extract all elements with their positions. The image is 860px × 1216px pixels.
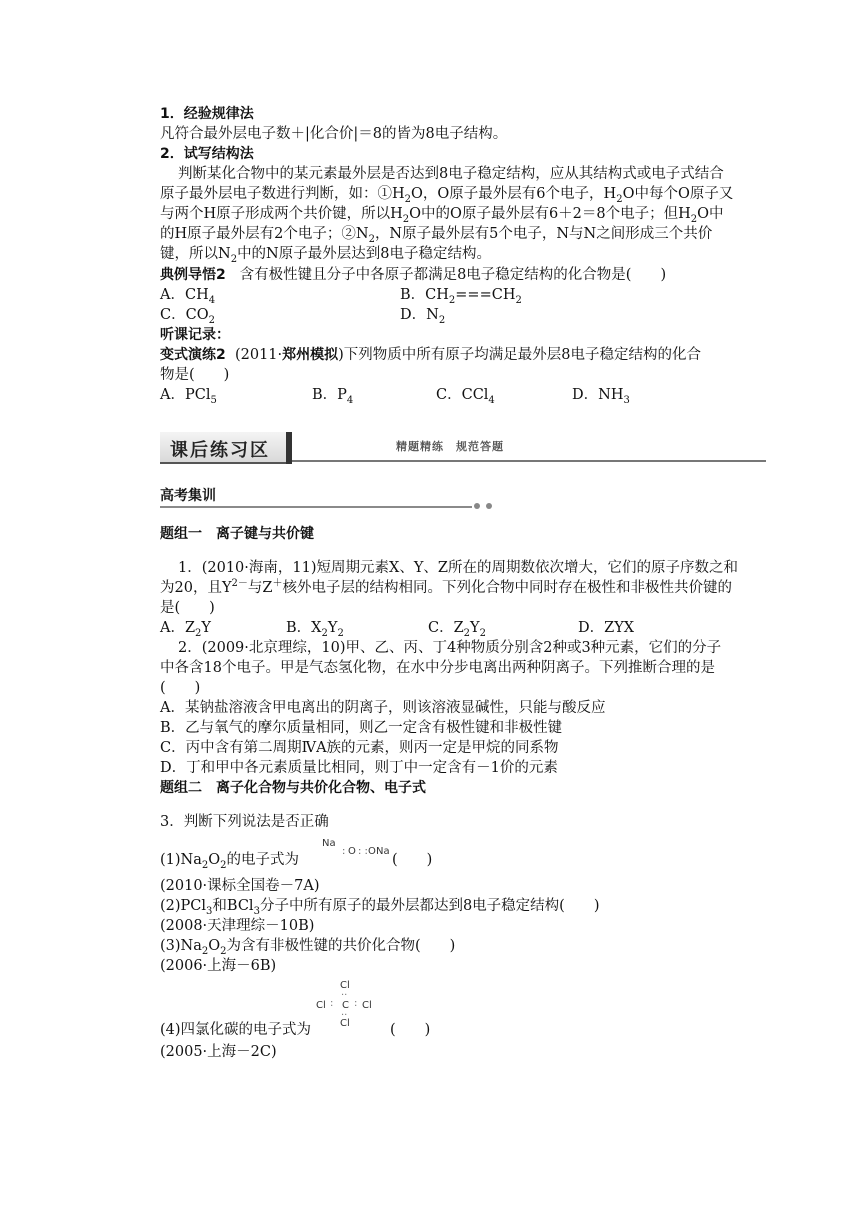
variant-2-question: 变式演练2 (2011·郑州模拟)下列物质中所有原子均满足最外层8电子稳定结构的化合 xyxy=(160,347,702,363)
q2-option-a: A．某钠盐溶液含甲电离出的阴离子，则该溶液显碱性，只能与酸反应 xyxy=(160,700,606,716)
heading-empirical-rule: 1．经验规律法 xyxy=(160,106,254,122)
variant-2-question-cont: 物是( ) xyxy=(160,367,230,383)
option-c: C．$CO_2$ xyxy=(160,307,215,326)
paragraph-structure-2: 原子最外层电子数进行判断，如：$①H_2O$，O原子最外层有6个电子，$H_2O$中每个O原子又 xyxy=(160,186,734,205)
dot-icon xyxy=(474,503,480,509)
statement-3: $(3)Na_2O_2$为含有非极性键的共价化合物( ) xyxy=(160,938,456,957)
dot-icon xyxy=(486,503,492,509)
source-1: (2010·课标全国卷－7A) xyxy=(160,878,320,894)
q1-option-b: B．$X_2Y_2$ xyxy=(286,620,344,639)
variant-option-c: C．CCl$_4$ xyxy=(436,387,495,406)
q1-option-a: A．$Z_2Y$ xyxy=(160,620,211,639)
option-d: D．$N_2$ xyxy=(400,307,446,326)
gaokao-rule xyxy=(160,506,472,508)
question-2-line-2: 中各含18个电子。甲是气态氢化物，在水中分步电离出两种阴离子。下列推断合理的是 xyxy=(160,660,715,676)
na-symbol: Na xyxy=(376,846,390,857)
paragraph-structure-3: 与两个H原子形成两个共价键，所以$H_2O$中的O原子最外层有6＋2＝8个电子；但$H_2O$中 xyxy=(160,206,724,225)
group-2-title: 题组二 离子化合物与共价化合物、电子式 xyxy=(160,780,426,796)
variant-option-d: D．$NH_3$ xyxy=(572,387,630,406)
cl-symbol: Cl xyxy=(316,1000,326,1011)
q1-option-c: C．$Z_2Y_2$ xyxy=(428,620,486,639)
option-b: B．$CH_2===CH_2$ xyxy=(400,287,522,306)
banner-underline xyxy=(292,460,766,462)
question-3-prompt: 3．判断下列说法是否正确 xyxy=(160,814,329,830)
paragraph-structure-1: 判断某化合物中的某元素最外层是否达到8电子稳定结构，应从其结构式或电子式结合 xyxy=(178,166,724,182)
section-banner xyxy=(160,432,766,462)
class-notes-label: 听课记录： xyxy=(160,327,230,343)
q2-option-c: C．丙中含有第二周期ⅣA族的元素，则丙一定是甲烷的同系物 xyxy=(160,740,559,756)
statement-1: $(1)Na_2O_2$的电子式为 xyxy=(160,852,300,871)
cl-symbol: Cl xyxy=(340,1018,350,1029)
cl-symbol: Cl xyxy=(362,1000,372,1011)
variant-option-b: B．$P_4$ xyxy=(312,387,354,406)
source-2: (2008·天津理综－10B) xyxy=(160,918,315,934)
q2-option-b: B．乙与氧气的摩尔质量相同，则乙一定含有极性键和非极性键 xyxy=(160,720,563,736)
banner-title: 课后练习区 xyxy=(170,440,270,461)
paragraph-structure-4: 的H原子最外层有2个电子；$②N_2$，N原子最外层有5个电子，N与N之间形成三个共价 xyxy=(160,226,713,245)
o-symbol: O xyxy=(368,846,376,857)
question-2-line-3: ( ) xyxy=(160,680,201,696)
o-symbol: O xyxy=(348,846,356,857)
heading-structure-method: 2．试写结构法 xyxy=(160,146,254,162)
banner-subtitle: 精题精练 规范答题 xyxy=(396,440,504,453)
gaokao-title: 高考集训 xyxy=(160,488,216,504)
na-symbol: Na xyxy=(322,838,336,849)
banner-tag xyxy=(160,432,286,464)
statement-4: (4)四氯化碳的电子式为 xyxy=(160,1022,312,1038)
source-4: (2005·上海－2C) xyxy=(160,1044,277,1060)
question-1-line-1: 1．(2010·海南，11)短周期元素X、Y、Z所在的周期数依次增大，它们的原子序数之和 xyxy=(178,560,738,576)
c-symbol: C xyxy=(342,1000,349,1011)
statement-2: (2)PCl$_3$和BCl$_3$分子中所有原子的最外层都达到8电子稳定结构( ) xyxy=(160,898,600,917)
option-a: A．$CH_4$ xyxy=(160,287,216,306)
gaokao-header xyxy=(160,485,495,511)
group-1-title: 题组一 离子键与共价键 xyxy=(160,526,314,542)
ccl4-electron-formula: Cl ·· Cl : C : Cl ·· Cl xyxy=(316,980,372,1029)
statement-1-answer-blank[interactable]: ( ) xyxy=(392,852,433,868)
na2o2-electron-formula: Na : O : : O Na xyxy=(322,838,390,857)
cl-symbol: Cl xyxy=(340,980,350,991)
paragraph-empirical-rule: 凡符合最外层电子数＋|化合价|＝8的皆为8电子结构。 xyxy=(160,126,508,142)
q2-option-d: D．丁和甲中各元素质量比相同，则丁中一定含有－1价的元素 xyxy=(160,760,558,776)
statement-4-answer-blank[interactable]: ( ) xyxy=(390,1022,431,1038)
variant-option-a: A．PCl$_5$ xyxy=(160,387,217,406)
question-1-line-3: 是( ) xyxy=(160,600,215,616)
question-1-line-2: 为20，且$Y^{2-}$与Z＋核外电子层的结构相同。下列化合物中同时存在极性和非极性共价键的 xyxy=(160,578,732,596)
paragraph-structure-5: 键，所以$N_2$中的N原子最外层达到8电子稳定结构。 xyxy=(160,246,491,265)
q1-option-d: D．ZYX xyxy=(578,620,635,636)
source-3: (2006·上海－6B) xyxy=(160,958,277,974)
example-2-question: 典例导悟2 含有极性键且分子中各原子都满足8电子稳定结构的化合物是( ) xyxy=(160,267,667,283)
question-2-line-1: 2．(2009·北京理综，10)甲、乙、丙、丁4种物质分别含2种或3种元素，它们的分子 xyxy=(178,640,722,656)
